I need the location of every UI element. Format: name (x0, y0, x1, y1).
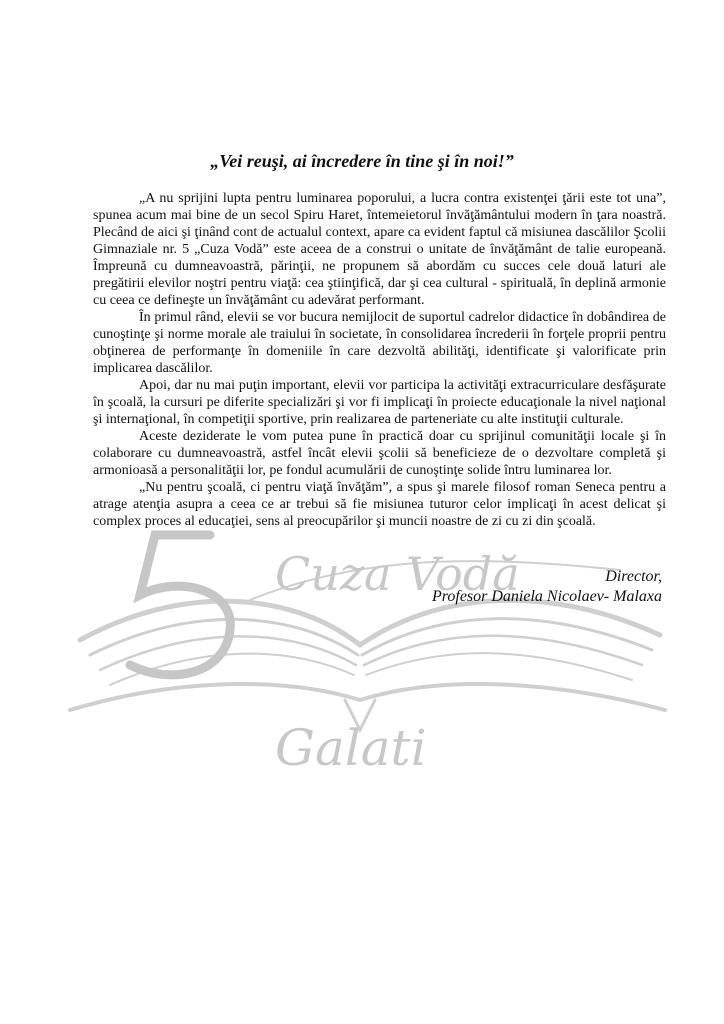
paragraph-1: „A nu sprijini lupta pentru luminarea poporului, a lucra contra existenţei ţării este tot una”, spunea acum mai bine de un secol Spiru Haret, întemeietorul învăţământului modern în ţara noastră. Plecând de aici şi ţinând cont de actualul context, apare ca evident faptul că misiunea dascălilor Şcolii Gimnaziale nr. 5 „Cuza Vodă” este aceea de a construi o unitate de învăţământ de talie europeană. Împreună cu dumneavoastră, părinţii, ne propunem să abordăm cu succes cele două laturi ale pregătirii elevilor noştri pentru viaţă: cea ştiinţifică, dar şi cea cultural - spirituală, în deplină armonie cu ceea ce defineşte un învăţământ cu adevărat performant. (93, 191, 666, 308)
paragraph-3: Apoi, dar nu mai puţin important, elevii vor participa la activităţi extracurriculare desfăşurate în şcoală, la cursuri pe diferite specializări şi vor fi implicaţi în proiecte educaţionale la nivel naţional şi internaţional, în competiţii sportive, prin realizarea de parteneriate cu alte instituţii culturale. (93, 378, 666, 427)
paragraph-5: „Nu pentru şcoală, ci pentru viaţă învăţăm”, a spus şi marele filosof roman Seneca pentru a atrage atenţia asupra a ceea ce ar trebui să fie misiunea tuturor celor implicaţi în acest delicat şi complex proces al educaţiei, sens al preocupărilor şi muncii noastre de zi cu zi din şcoală. (93, 480, 666, 529)
letter-body (93, 190, 666, 530)
paragraph-4: Aceste deziderate le vom putea pune în practică doar cu sprijinul comunităţii locale şi în colaborare cu dumneavoastră, astfel încât elevii şcolii să beneficieze de o dezvoltare completă şi armonioasă a personalităţii lor, pe fondul acumulării de cunoştinţe solide întru luminarea lor. (93, 429, 666, 478)
watermark-line1: Cuza Vodă (275, 547, 520, 601)
open-book-icon (70, 600, 665, 730)
watermark-line2: Galati (275, 719, 427, 777)
signature-name: Profesor Daniela Nicolaev- Malaxa (431, 588, 662, 605)
paragraph-2: În primul rând, elevii se vor bucura nemijlocit de suportul cadrelor didactice în dobândirea de cunoştinţe şi norme morale ale traiului în societate, în consolidarea încrederii în forţele proprii pentru obţinerea de performanţe în domeniile în care dezvoltă abilităţi, identificate şi valorificate prin implicarea dascălilor. (93, 310, 666, 376)
signature-role: Director, (605, 568, 662, 585)
document-title: „Vei reuşi, ai încredere în tine şi în noi!” (210, 151, 514, 171)
school-logo-watermark (60, 515, 670, 785)
signature-block (432, 567, 662, 607)
